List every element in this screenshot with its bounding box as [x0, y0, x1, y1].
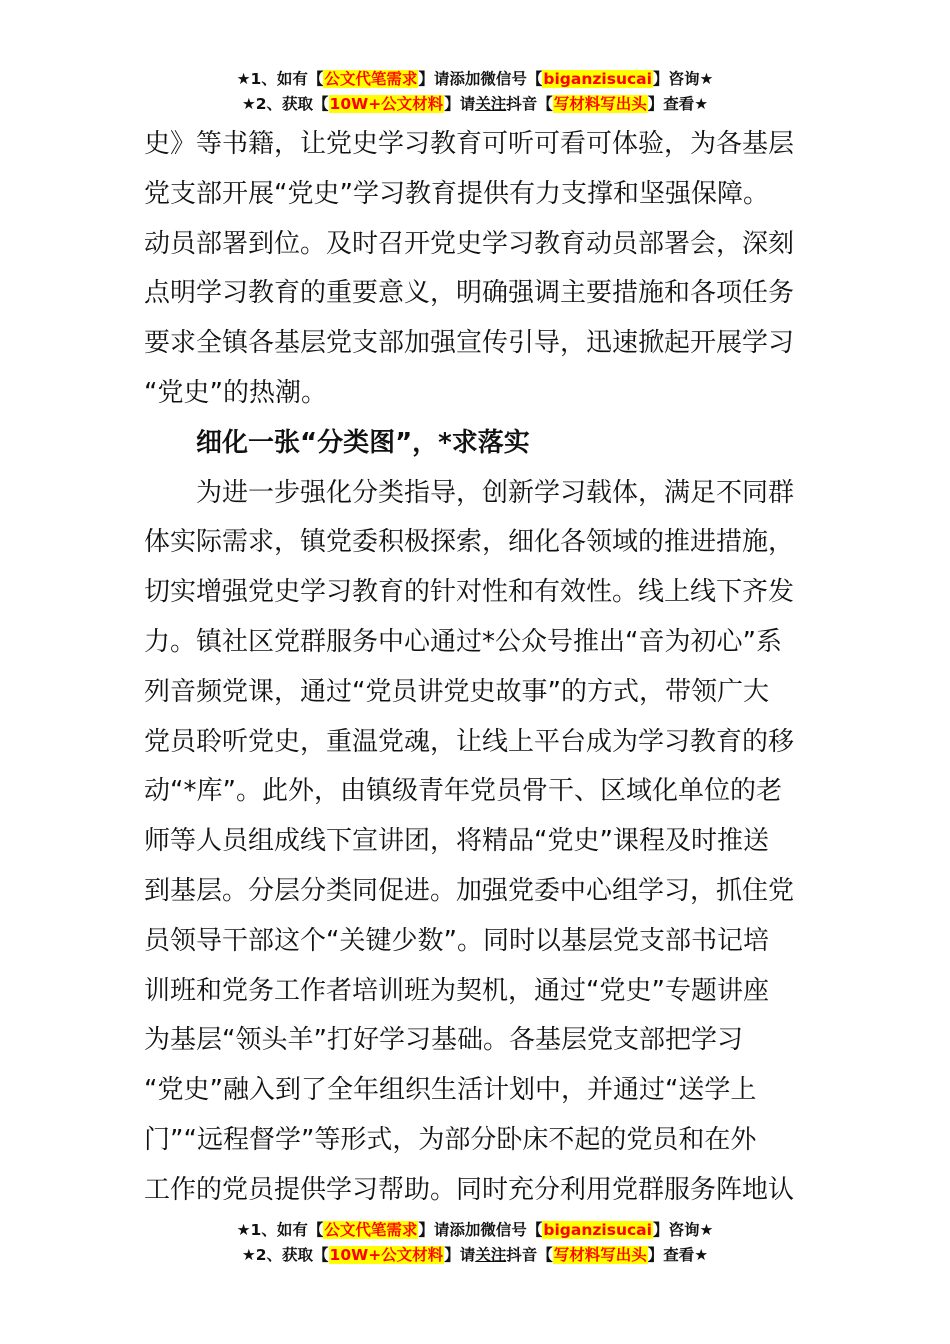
banner-text: 】查看★: [647, 1246, 709, 1264]
body-line: 动员部署到位。及时召开党史学习教育动员部署会，深刻: [144, 228, 795, 259]
body-line: 党支部开展“党史”学习教育提供有力支撑和坚强保障。: [144, 178, 769, 209]
body-line: 要求全镇各基层党支部加强宣传引导，迅速掀起开展学习: [144, 328, 795, 359]
banner-text: 添加: [449, 70, 481, 88]
body-line: 列音频党课，通过“党员讲党史故事”的方式，带领广大: [144, 676, 769, 707]
body-line: 党员聆听党史，重温党魂，让线上平台成为学习教育的移: [144, 726, 795, 757]
highlight-tag: 10W+公文材料: [329, 1246, 444, 1264]
body-line: 为进一步强化分类指导，创新学习载体，满足不同群: [144, 477, 795, 508]
banner-text: ★2、获取【: [241, 1246, 329, 1264]
banner-text: 关注: [475, 1246, 507, 1264]
body-line: 工作的党员提供学习帮助。同时充分利用党群服务阵地认: [144, 1174, 795, 1205]
body-line: 点明学习教育的重要意义，明确强调主要措施和各项任务: [144, 278, 795, 309]
banner-line-1: [0, 67, 950, 92]
banner-text: 】请: [418, 1221, 450, 1239]
banner-text: 关注: [475, 95, 507, 113]
highlight-tag: 10W+公文材料: [329, 95, 444, 113]
banner-text: 抖音【: [506, 95, 553, 113]
banner-text: ★1、如有【: [236, 1221, 324, 1239]
douyin-id: 写材料写出头: [553, 95, 647, 113]
body-line: 切实增强党史学习教育的针对性和有效性。线上线下齐发: [144, 577, 795, 608]
body-line: “党史”的热潮。: [144, 377, 327, 408]
banner-text: 】查看★: [647, 95, 709, 113]
banner-line-2: [0, 92, 950, 117]
body-line: 力。镇社区党群服务中心通过*公众号推出“音为初心”系: [144, 626, 782, 657]
banner-text: 微信号【: [480, 70, 543, 88]
body-line: 训班和党务工作者培训班为契机，通过“党史”专题讲座: [144, 975, 769, 1006]
banner-text: 抖音【: [506, 1246, 553, 1264]
body-line: “党史”融入到了全年组织生活计划中，并通过“送学上: [144, 1075, 757, 1106]
body-line: 到基层。分层分类同促进。加强党委中心组学习，抓住党: [144, 875, 795, 906]
wechat-id: biganzisucai: [543, 1221, 652, 1239]
banner-text: ★1、如有【: [236, 70, 324, 88]
highlight-tag: 公文代笔需求: [324, 1221, 418, 1239]
bottom-banner: [0, 1218, 950, 1268]
body-line: 为基层“领头羊”打好学习基础。各基层党支部把学习: [144, 1025, 743, 1056]
body-line: 员领导干部这个“关键少数”。同时以基层党支部书记培: [144, 925, 769, 956]
body-line: 门”“远程督学”等形式，为部分卧床不起的党员和在外: [144, 1124, 757, 1155]
body-line: 史》等书籍，让党史学习教育可听可看可体验，为各基层: [144, 129, 795, 159]
document-body: [144, 120, 808, 1216]
banner-text: 添加: [449, 1221, 481, 1239]
top-banner: [0, 67, 950, 117]
banner-text: 】咨询★: [652, 1221, 714, 1239]
highlight-tag: 公文代笔需求: [324, 70, 418, 88]
douyin-id: 写材料写出头: [553, 1246, 647, 1264]
banner-text: ★2、获取【: [241, 95, 329, 113]
banner-line-2: [0, 1243, 950, 1268]
section-heading: 细化一张“分类图”，*求落实: [144, 427, 530, 458]
body-line: 动“*库”。此外，由镇级青年党员骨干、区域化单位的老: [144, 776, 782, 807]
banner-text: 微信号【: [480, 1221, 543, 1239]
banner-text: 】请: [444, 95, 476, 113]
banner-line-1: [0, 1218, 950, 1243]
wechat-id: biganzisucai: [543, 70, 652, 88]
body-line: 体实际需求，镇党委积极探索，细化各领域的推进措施，: [144, 527, 795, 558]
banner-text: 】请: [418, 70, 450, 88]
banner-text: 】咨询★: [652, 70, 714, 88]
body-line: 师等人员组成线下宣讲团，将精品“党史”课程及时推送: [144, 826, 769, 857]
banner-text: 】请: [444, 1246, 476, 1264]
